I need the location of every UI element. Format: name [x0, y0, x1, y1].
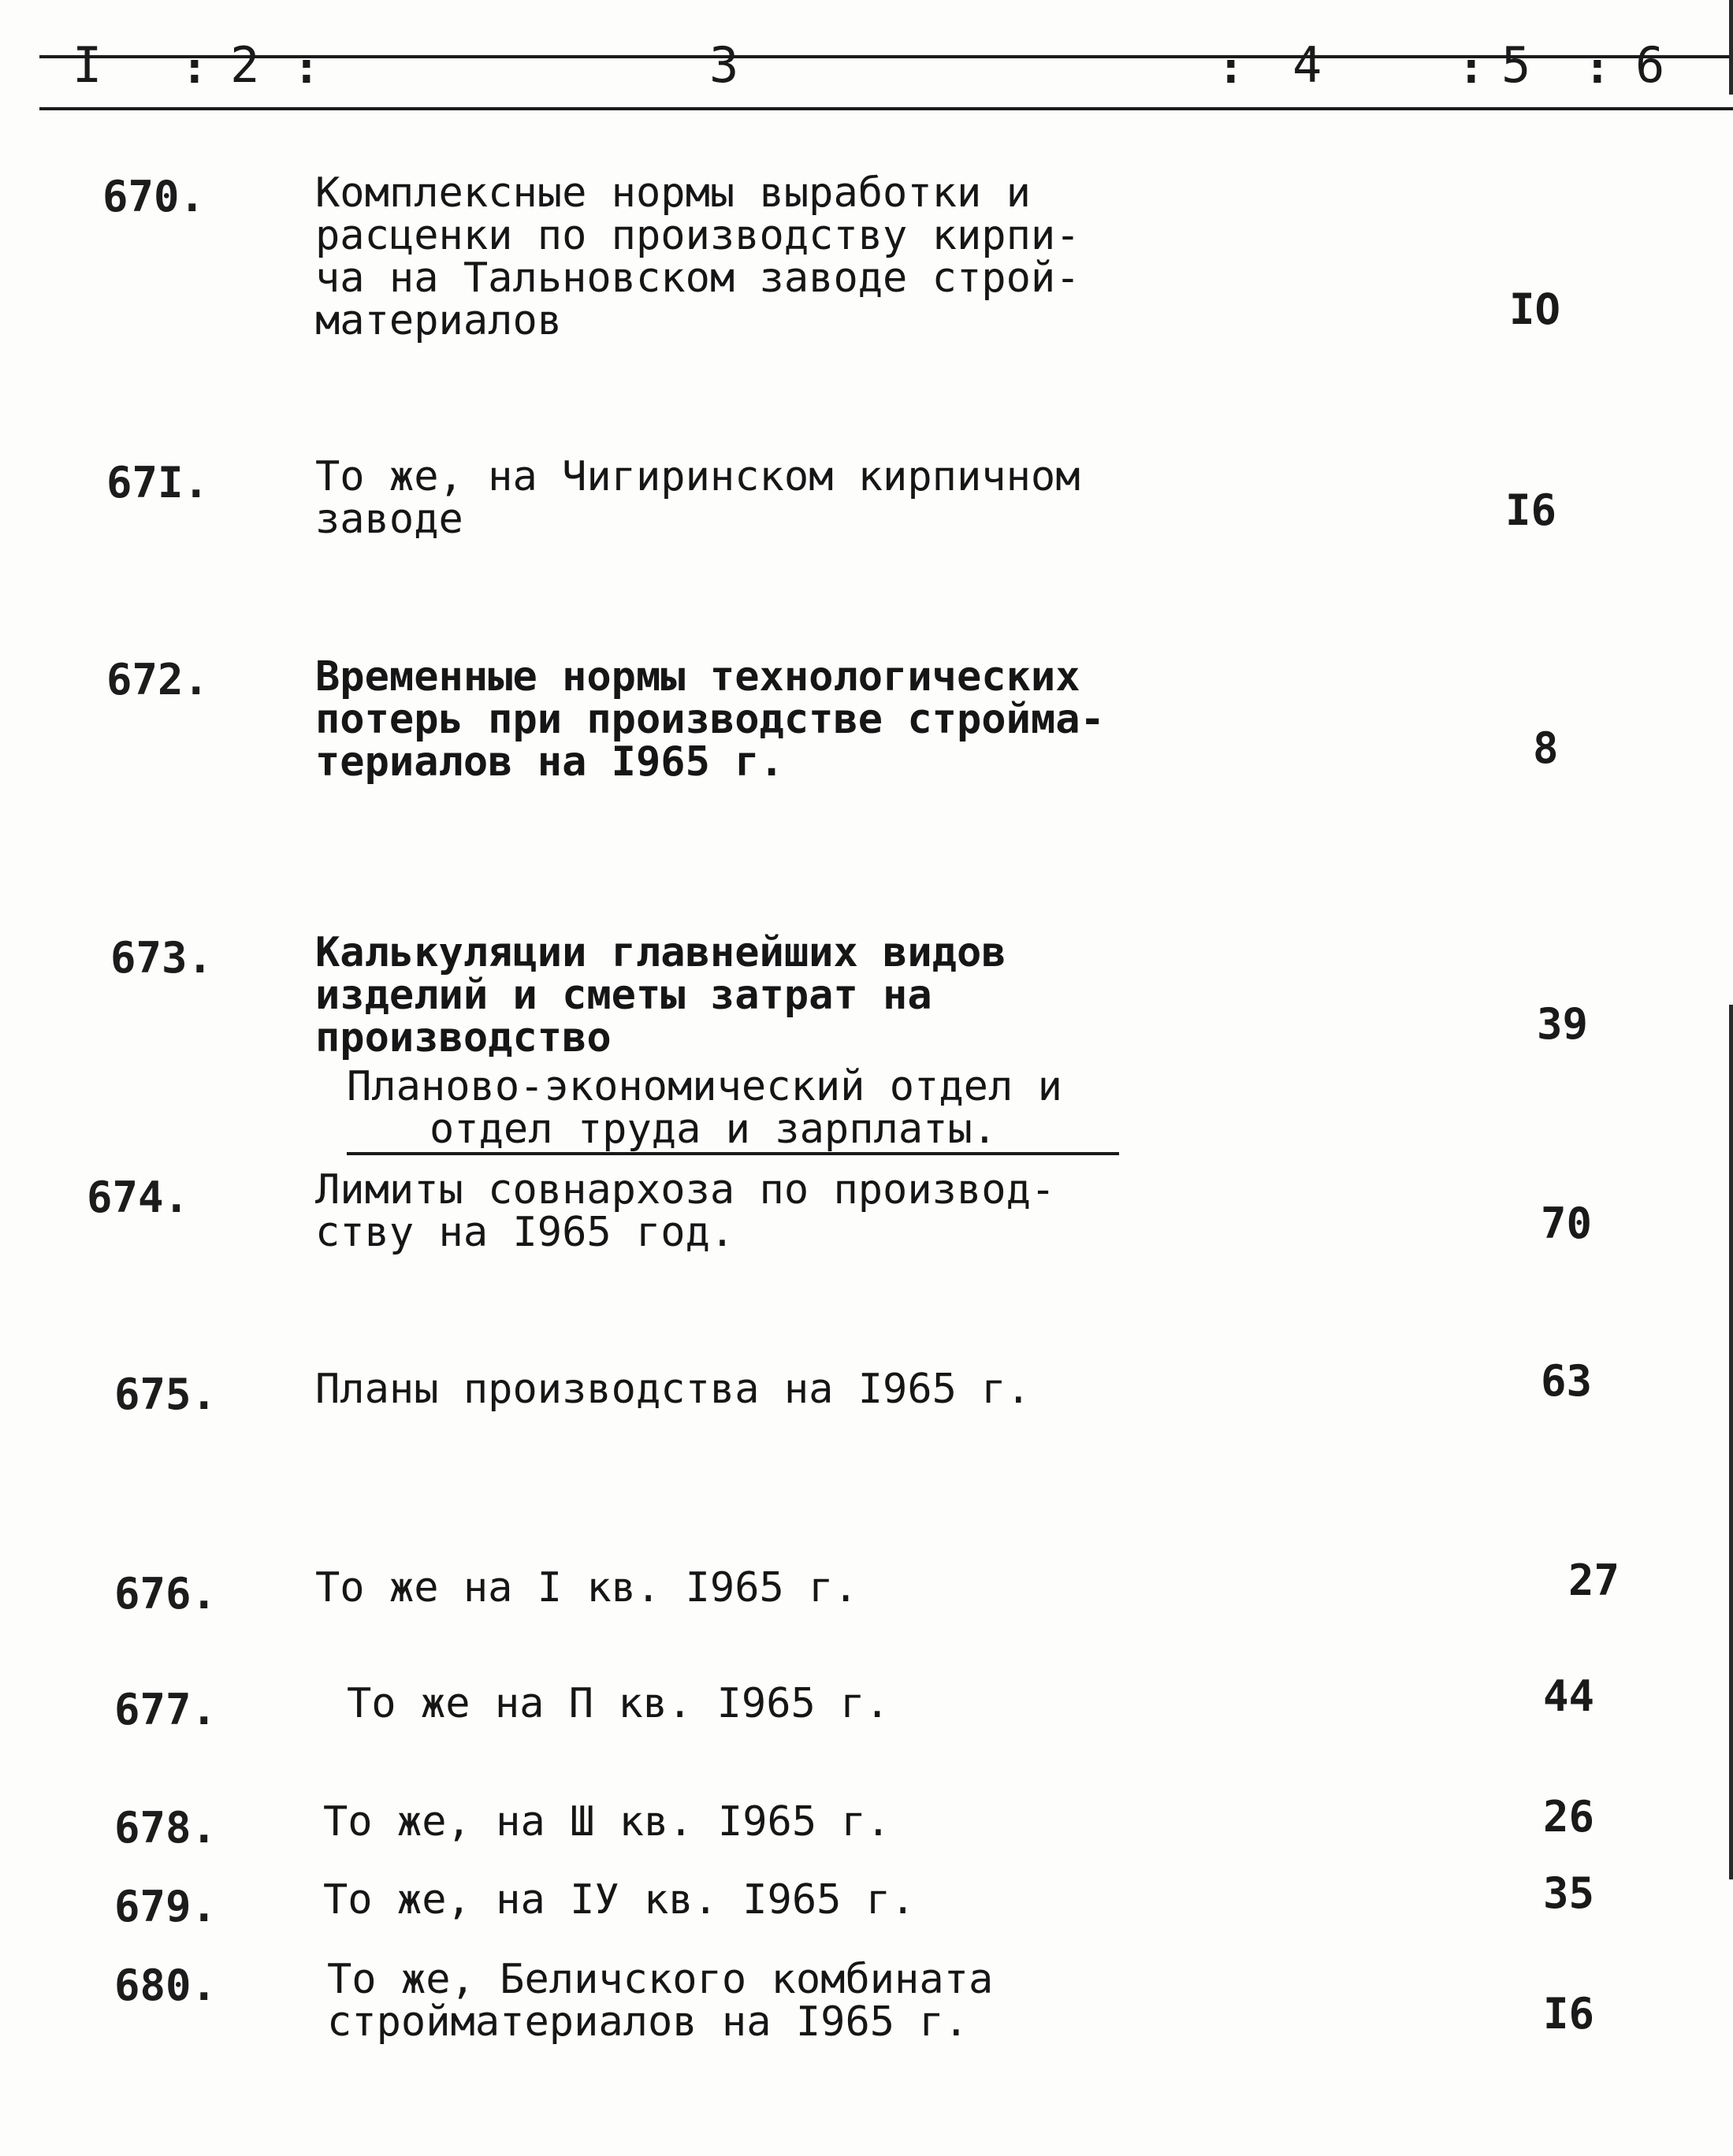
entry-sheet-count: I6: [1505, 485, 1557, 535]
entry-title: [315, 1368, 1198, 1411]
entry-title: [315, 1166, 1198, 1256]
column-header-6: 6: [1635, 36, 1665, 94]
section-heading-line: отдел труда и зарплаты.: [430, 1106, 998, 1153]
column-separator: :: [1458, 43, 1485, 94]
entry-sheet-count: 39: [1537, 999, 1589, 1049]
header-bottom-rule: [39, 107, 1733, 110]
entry-sheet-count: 8: [1533, 723, 1559, 773]
entry-number: 673.: [110, 933, 214, 983]
entry-title: [315, 931, 1198, 1059]
column-header-5: 5: [1501, 36, 1531, 94]
entry-title-line: заводе: [315, 496, 463, 543]
entry-title-line: стройматериалов на I965 г.: [327, 1998, 969, 2046]
section-heading-line: Планово-экономический отдел и: [347, 1063, 1062, 1110]
entry-sheet-count: 26: [1543, 1792, 1595, 1842]
entry-title-line: ча на Тальновском заводе строй-: [315, 255, 1080, 302]
entry-sheet-count: 44: [1543, 1671, 1595, 1721]
entry-title-line: териалов на I965 г.: [315, 738, 784, 786]
entry-title: [315, 1564, 1198, 1611]
entry-title: [323, 1798, 1206, 1846]
entry-sheet-count: 70: [1541, 1199, 1593, 1248]
entry-number: 677.: [114, 1685, 218, 1734]
entry-title-line: Комплексные нормы выработки и: [315, 169, 1031, 217]
entry-title-line: потерь при производстве стройма-: [315, 696, 1105, 743]
entry-number: 672.: [106, 655, 210, 704]
entry-number: 679.: [114, 1882, 218, 1931]
entry-number: 670.: [102, 172, 206, 221]
column-separator: :: [181, 43, 208, 94]
entry-title-line: То же, на Чигиринском кирпичном: [315, 453, 1080, 500]
column-header-2: 2: [230, 36, 260, 94]
entry-number: 67I.: [106, 458, 210, 507]
entry-title-line: производство: [315, 1014, 612, 1061]
entry-title-line: То же, Беличского комбината: [327, 1956, 994, 2003]
entry-title-line: Калькуляции главнейших видов: [315, 929, 1006, 976]
entry-sheet-count: 63: [1541, 1356, 1593, 1406]
entry-title-line: То же, на IУ кв. I965 г.: [323, 1876, 916, 1924]
entry-number: 680.: [114, 1961, 218, 2010]
column-header-1: I: [73, 36, 102, 94]
entry-sheet-count: 27: [1568, 1556, 1620, 1605]
column-separator: :: [293, 43, 320, 94]
entry-title: [315, 169, 1198, 344]
entry-title-line: расценки по производству кирпи-: [315, 212, 1080, 259]
column-header-4: 4: [1292, 36, 1322, 94]
entry-title-line: То же на П кв. I965 г.: [347, 1680, 890, 1727]
entry-title: [347, 1682, 1229, 1725]
entry-title-line: Планы производства на I965 г.: [315, 1366, 1031, 1413]
column-header-3: 3: [709, 36, 739, 94]
entry-title-line: Лимиты совнархоза по производ-: [315, 1166, 1056, 1214]
entry-number: 678.: [114, 1803, 218, 1853]
column-separator: :: [1218, 43, 1244, 94]
entry-number: 676.: [114, 1569, 218, 1619]
entry-title: [315, 455, 1198, 541]
entry-title-line: ству на I965 год.: [315, 1209, 735, 1256]
section-heading: [347, 1063, 1135, 1153]
entry-title-line: То же на I кв. I965 г.: [315, 1564, 858, 1611]
entry-number: 674.: [87, 1173, 190, 1222]
scan-edge-mark: [1729, 0, 1733, 95]
entry-title: [323, 1876, 1206, 1924]
entry-sheet-count: I6: [1543, 1989, 1595, 2039]
entry-title-line: изделий и сметы затрат на: [315, 972, 932, 1019]
entry-sheet-count: IO: [1509, 284, 1561, 334]
entry-title: [327, 1956, 1210, 2046]
entry-title-line: То же, на Ш кв. I965 г.: [323, 1798, 891, 1846]
entry-title-line: Временные нормы технологических: [315, 653, 1080, 701]
entry-title-line: материалов: [315, 297, 563, 344]
entry-number: 675.: [114, 1370, 218, 1419]
column-separator: :: [1584, 43, 1611, 94]
scan-edge-mark: [1729, 1005, 1733, 1879]
section-underline: [347, 1152, 1119, 1155]
entry-title: [315, 653, 1198, 786]
entry-sheet-count: 35: [1543, 1868, 1595, 1918]
